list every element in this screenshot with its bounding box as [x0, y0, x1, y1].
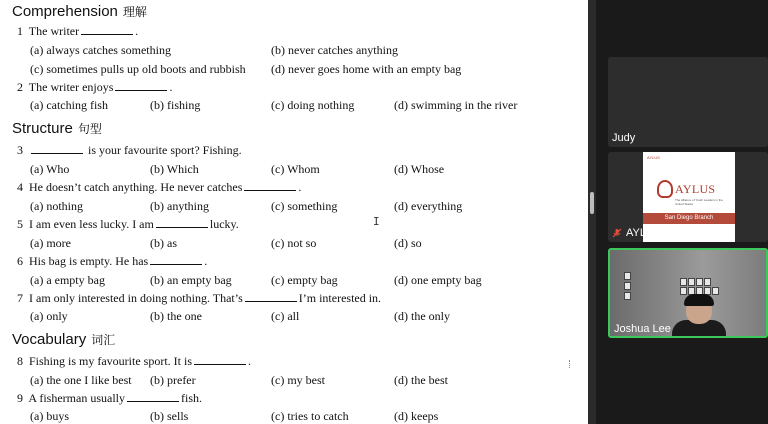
text-cursor-icon: I — [373, 215, 380, 228]
question-1-option-a: (a) always catches something — [30, 43, 171, 57]
participant-tile-aylus[interactable] — [608, 152, 768, 242]
participant-tile-joshua[interactable] — [608, 248, 768, 338]
scrollbar-thumb[interactable] — [590, 192, 594, 214]
question-7-option-d: (d) the only — [394, 309, 450, 323]
question-9-option-a: (a) buys — [30, 409, 69, 423]
question-5-option-b: (b) as — [150, 236, 177, 250]
participant-name: AYLUS San Diego — [626, 227, 716, 239]
question-2-option-c: (c) doing nothing — [271, 98, 355, 112]
question-3-option-d: (d) Whose — [394, 162, 445, 176]
question-2: 2 The writer enjoys . — [17, 80, 173, 94]
question-9: 9 A fisherman usually fish. — [17, 391, 202, 405]
question-5-option-c: (c) not so — [271, 236, 317, 250]
question-6-option-c: (c) empty bag — [271, 273, 338, 287]
section-title-comprehension: Comprehension 理解 — [12, 3, 147, 20]
section-title-vocabulary: Vocabulary 词汇 — [12, 331, 116, 348]
question-1-option-b: (b) never catches anything — [271, 43, 398, 57]
participant-name: Judy — [612, 132, 636, 144]
question-7-option-b: (b) the one — [150, 309, 202, 323]
question-5: 5 I am even less lucky. I am lucky. — [17, 217, 239, 231]
question-1-option-c: (c) sometimes pulls up old boots and rubbish — [30, 62, 246, 76]
participant-name: Joshua Lee — [614, 323, 671, 335]
question-9-option-b: (b) sells — [150, 409, 189, 423]
question-7: 7 I am only interested in doing nothing. That’s I’m interested in. — [17, 291, 382, 305]
question-8-option-b: (b) prefer — [150, 373, 196, 387]
question-4-option-c: (c) something — [271, 199, 338, 213]
question-5-option-d: (d) so — [394, 236, 422, 250]
question-3-option-a: (a) Who — [30, 162, 70, 176]
question-3-option-c: (c) Whom — [271, 162, 320, 176]
question-3: 3 is your favourite sport? Fishing. — [17, 143, 242, 157]
question-2-option-b: (b) fishing — [150, 98, 201, 112]
question-6: 6 His bag is empty. He has . — [17, 254, 208, 268]
question-7-option-a: (a) only — [30, 309, 68, 323]
question-1-option-d: (d) never goes home with an empty bag — [271, 62, 462, 76]
question-2-option-d: (d) swimming in the river — [394, 98, 518, 112]
question-6-option-b: (b) an empty bag — [150, 273, 232, 287]
question-5-option-a: (a) more — [30, 236, 71, 250]
question-9-option-c: (c) tries to catch — [271, 409, 349, 423]
question-7-option-c: (c) all — [271, 309, 300, 323]
muted-mic-icon — [612, 228, 622, 238]
resize-handle-icon[interactable] — [569, 360, 573, 368]
lightbulb-icon — [657, 180, 673, 198]
participant-tile-judy[interactable] — [608, 57, 768, 147]
question-1: 1 The writer . — [17, 24, 139, 38]
question-4: 4 He doesn’t catch anything. He never catches . — [17, 180, 302, 194]
question-2-option-a: (a) catching fish — [30, 98, 108, 112]
aylus-logo-card: AYLUS AYLUS The Alliance of Youth Leaders in the United States San Diego Branch — [643, 152, 735, 242]
question-6-option-a: (a) a empty bag — [30, 273, 105, 287]
question-4-option-b: (b) anything — [150, 199, 209, 213]
question-6-option-d: (d) one empty bag — [394, 273, 482, 287]
question-8-option-c: (c) my best — [271, 373, 325, 387]
cap-icon — [684, 294, 714, 306]
question-3-option-b: (b) Which — [150, 162, 199, 176]
question-8-option-d: (d) the best — [394, 373, 448, 387]
question-9-option-d: (d) keeps — [394, 409, 439, 423]
section-title-structure: Structure 句型 — [12, 120, 102, 137]
question-8: 8 Fishing is my favourite sport. It is . — [17, 354, 251, 368]
question-4-option-a: (a) nothing — [30, 199, 83, 213]
question-4-option-d: (d) everything — [394, 199, 463, 213]
question-8-option-a: (a) the one I like best — [30, 373, 132, 387]
